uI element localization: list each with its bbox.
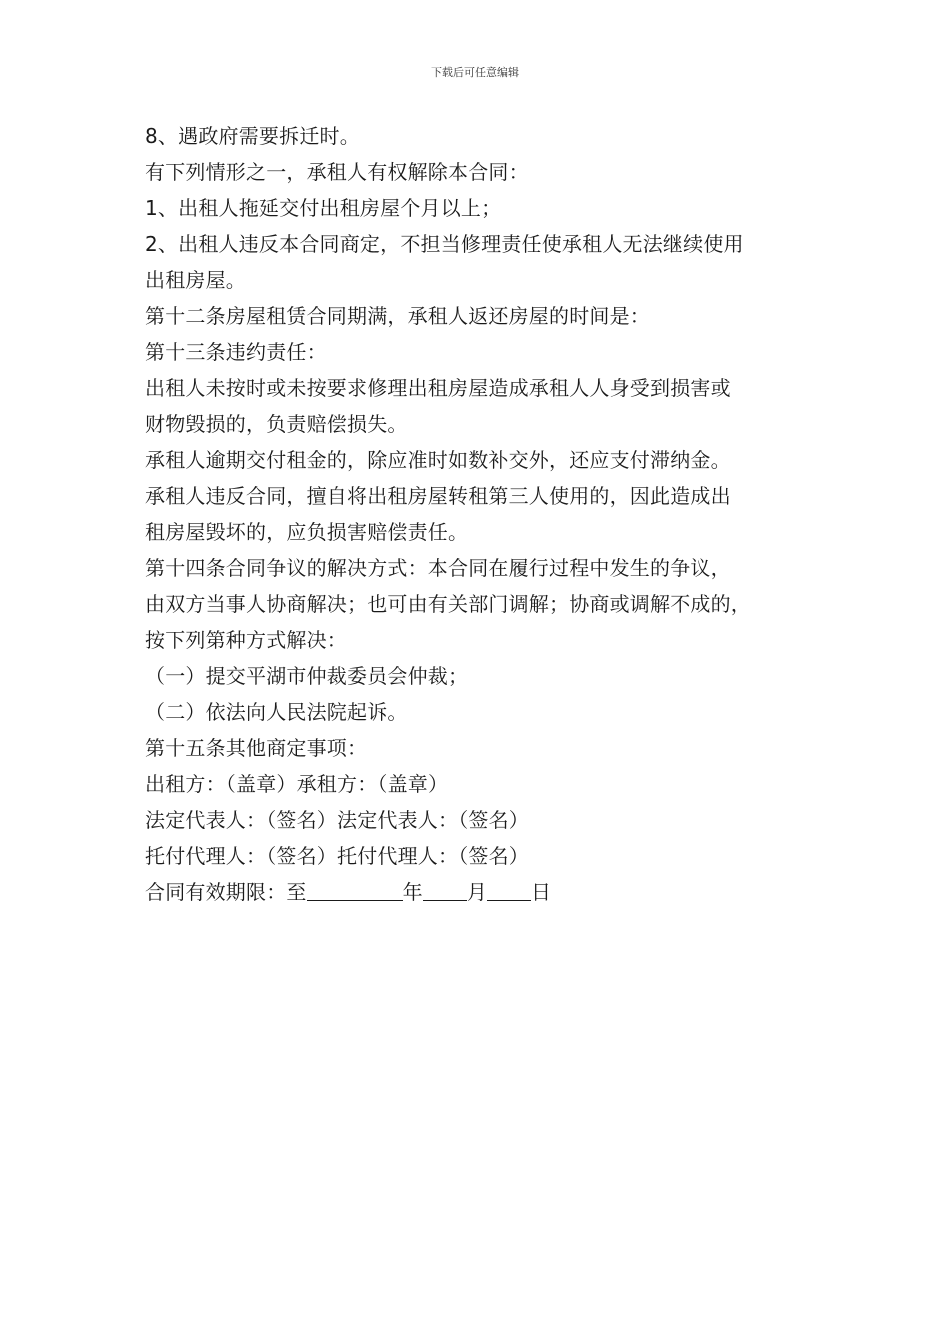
clause-line: 有下列情形之一，承租人有权解除本合同： [145,160,529,184]
clause-line: 承租人逾期交付租金的，除应准时如数补交外，还应支付滞纳金。 [145,448,731,472]
clause-line: （二）依法向人民法院起诉。 [145,700,408,724]
clause-line: 8、遇政府需要拆迁时。 [145,124,360,148]
year-label: 年 [402,880,423,904]
day-blank [487,880,531,901]
month-label: 月 [466,880,488,904]
clause-line: 出租房屋。 [145,268,246,292]
clause-line: 1、出租人拖延交付出租房屋个月以上； [145,196,502,220]
clause-line: 承租人违反合同，擅自将出租房屋转租第三人使用的，因此造成出 [145,484,731,508]
clause-line: 第十五条其他商定事项： [145,736,368,760]
clause-line: 第十二条房屋租赁合同期满，承租人返还房屋的时间是： [145,304,650,328]
clause-line: （一）提交平湖市仲裁委员会仲裁； [145,664,469,688]
document-body [145,118,835,910]
clause-line: 按下列第种方式解决： [145,628,347,652]
clause-line: 租房屋毁坏的，应负损害赔偿责任。 [145,520,469,544]
clause-line: 由双方当事人协商解决；也可由有关部门调解；协商或调解不成的， [145,592,751,616]
validity-label: 合同有效期限：至 [145,880,307,904]
year-blank [307,880,403,901]
clause-line: 2、出租人违反本合同商定，不担当修理责任使承租人无法继续使用 [145,232,744,256]
clause-line: 第十三条违约责任： [145,340,327,364]
day-label: 日 [531,880,552,904]
validity-period-line [145,874,835,910]
signature-line-legal-rep: 法定代表人：（签名）法定代表人：（签名） [145,808,529,832]
signature-line-seal: 出租方：（盖章）承租方：（盖章） [145,772,449,796]
clause-line: 第十四条合同争议的解决方式：本合同在履行过程中发生的争议， [145,556,731,580]
page-header-note: 下载后可任意编辑 [431,66,519,79]
month-blank [423,880,467,901]
signature-line-agent: 托付代理人：（签名）托付代理人：（签名） [145,844,529,868]
clause-line: 财物毁损的，负责赔偿损失。 [145,412,408,436]
clause-line: 出租人未按时或未按要求修理出租房屋造成承租人人身受到损害或 [145,376,731,400]
